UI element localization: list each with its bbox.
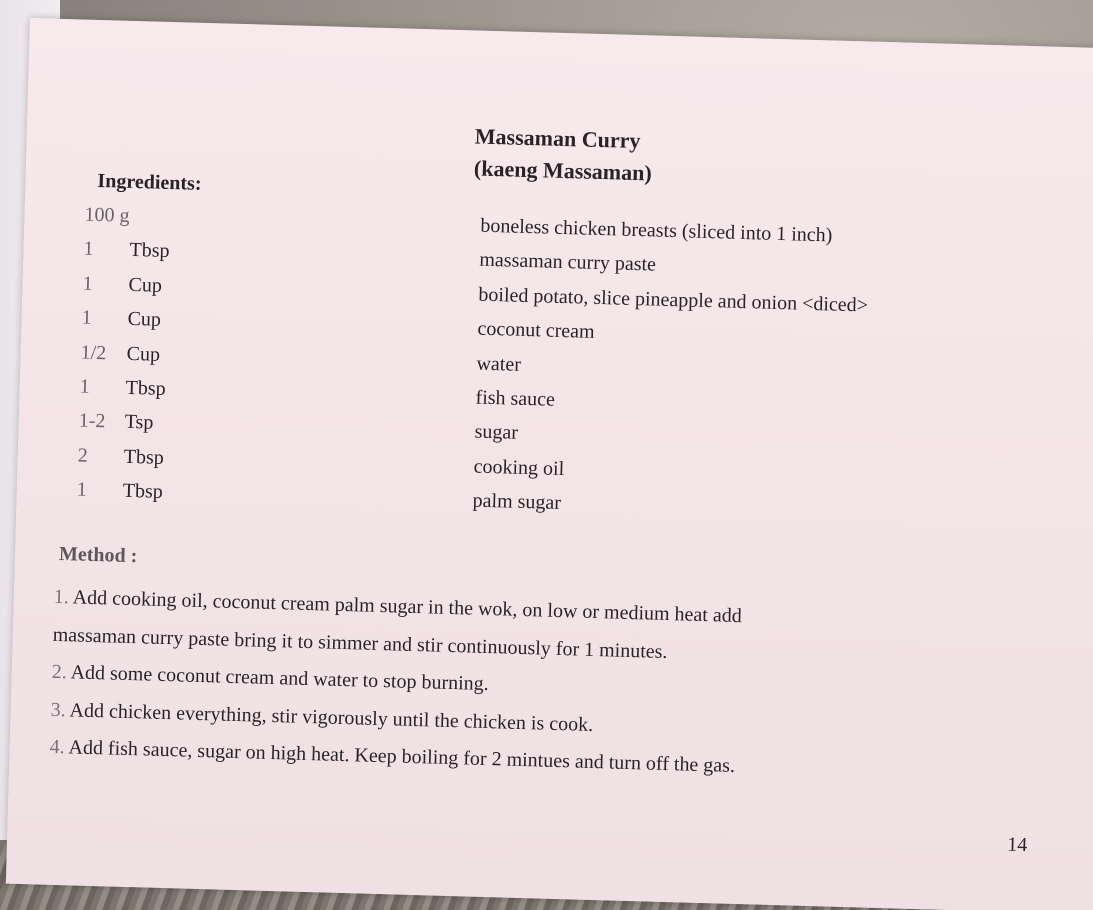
recipe-title-block	[474, 120, 654, 189]
ingredient-unit: Tbsp	[123, 445, 165, 469]
ingredient-quantity: 1	[83, 237, 94, 261]
ingredient-unit: Tsp	[124, 411, 154, 434]
ingredient-item: boneless chicken breasts (sliced into 1 inch)	[480, 214, 833, 247]
recipe-title: Massaman Curry	[474, 123, 641, 154]
ingredient-unit: Tbsp	[125, 376, 167, 400]
ingredients-table	[76, 204, 984, 539]
ingredient-item: palm sugar	[472, 489, 562, 515]
step-text: massaman curry paste bring it to simmer and stir continuously for 1 minutes.	[52, 623, 668, 663]
ingredient-quantity: 1	[81, 306, 92, 330]
ingredient-quantity: 1	[82, 272, 93, 295]
step-text: Add chicken everything, stir vigorously until the chicken is cook.	[65, 698, 594, 736]
ingredient-quantity: 1-2	[78, 409, 106, 433]
recipe-page	[6, 18, 1093, 910]
ingredient-item: cooking oil	[473, 455, 565, 480]
ingredient-unit: Tbsp	[129, 239, 170, 263]
ingredient-item: sugar	[474, 420, 519, 445]
ingredients-heading: Ingredients:	[97, 169, 202, 195]
step-number: 4.	[49, 735, 65, 759]
step-text: Add fish sauce, sugar on high heat. Keep boiling for 2 mintues and turn off the gas.	[64, 736, 736, 777]
ingredient-item: fish sauce	[475, 386, 556, 411]
ingredient-unit: Cup	[128, 273, 163, 297]
step-text: Add cooking oil, coconut cream palm sugar in the wok, on low or medium heat add	[68, 586, 743, 628]
ingredient-quantity: 2	[77, 444, 89, 467]
ingredient-item: massaman curry paste	[479, 249, 657, 276]
ingredient-quantity: 100 g	[84, 203, 130, 227]
step-number: 2.	[51, 660, 68, 684]
ingredient-unit: Tbsp	[122, 479, 164, 504]
ingredient-item: coconut cream	[477, 317, 595, 344]
ingredient-quantity: 1/2	[80, 341, 107, 364]
method-heading: Method :	[58, 543, 138, 568]
step-number: 3.	[50, 698, 67, 721]
ingredient-unit: Cup	[126, 342, 161, 366]
step-text: Add some coconut cream and water to stop burning.	[66, 661, 490, 696]
ingredient-quantity: 1	[79, 375, 91, 398]
step-number: 1.	[53, 585, 70, 609]
ingredient-quantity: 1	[76, 478, 88, 501]
page-number: 14	[1006, 833, 1028, 857]
recipe-subtitle: (kaeng Massaman)	[473, 155, 653, 186]
ingredient-unit: Cup	[127, 308, 162, 331]
method-steps	[49, 579, 954, 792]
ingredient-item: water	[476, 352, 522, 376]
ingredient-item: boiled potato, slice pineapple and onion <diced>	[478, 283, 869, 317]
